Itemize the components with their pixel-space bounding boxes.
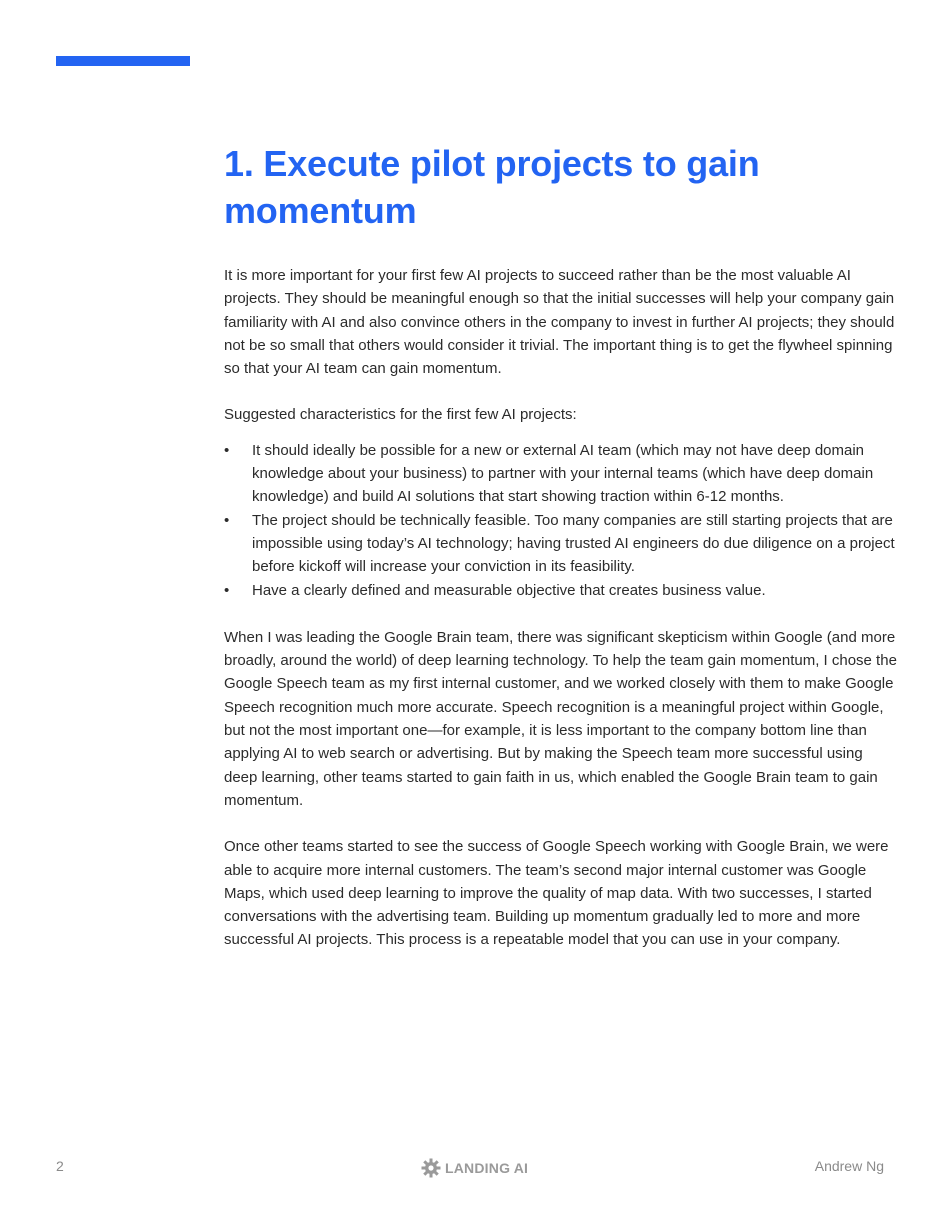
bullet-marker: • [224, 441, 230, 459]
header-accent-bar [56, 56, 190, 66]
main-content [224, 140, 900, 952]
google-brain-paragraph: When I was leading the Google Brain team, there was significant skepticism within Google (and more broadly, around the world) of deep learning technology. To help the team gain momentum, I chose the Google Speech team as my first internal customer, and we worked closely with them to make Google Speech recognition much more accurate. Speech recognition is a meaningful project within Google, but not the most important one—for example, it is less important to the company bottom line than applying AI to web search or advertising. But by making the Speech team more successful using deep learning, other teams started to gain faith in us, which enabled the Google Brain team to gain momentum. [224, 628, 897, 809]
landing-ai-logo [421, 1157, 528, 1179]
list-item [224, 439, 900, 509]
characteristics-list [224, 439, 900, 602]
gear-logo-icon [421, 1158, 441, 1178]
intro-paragraph: It is more important for your first few AI projects to succeed rather than be the most valuable AI projects. They should be meaningful enough so that the initial successes will help your company gain familiarity with AI and also convince others in the company to invest in further AI projects; they should not be so small that others would consider it trivial. The important thing is to get the flywheel spinning so that your AI team can gain momentum. [224, 267, 895, 378]
author-name: Andrew Ng [814, 1158, 884, 1174]
list-item [224, 579, 900, 602]
list-item-text: Have a clearly defined and measurable objective that creates business value. [252, 581, 766, 599]
bullet-marker: • [224, 511, 230, 529]
list-item-text: The project should be technically feasible. Too many companies are still starting projects that are impossible using today’s AI technology; having trusted AI engineers do due diligence on a project before kickoff will increase your conviction in its feasibility. [252, 511, 895, 576]
bullets-intro: Suggested characteristics for the first few AI projects: [224, 406, 577, 424]
page-number: 2 [56, 1158, 64, 1174]
logo-text: LANDING AI [445, 1160, 529, 1176]
page-title: 1. Execute pilot projects to gain momentum [224, 143, 760, 231]
list-item [224, 509, 900, 579]
list-item-text: It should ideally be possible for a new or external AI team (which may not have deep domain knowledge about your business) to partner with your internal teams (which have deep domain knowledge) and build AI solutions that start showing traction within 6-12 months. [252, 441, 874, 506]
bullet-marker: • [224, 581, 230, 599]
momentum-paragraph: Once other teams started to see the success of Google Speech working with Google Brain, we were able to acquire more internal customers. The team’s second major internal customer was Google Maps, which used deep learning to improve the quality of map data. With two successes, I started conversations with the advertising team. Building up momentum gradually led to more and more successful AI projects. This process is a repeatable model that you can use in your company. [224, 838, 889, 949]
